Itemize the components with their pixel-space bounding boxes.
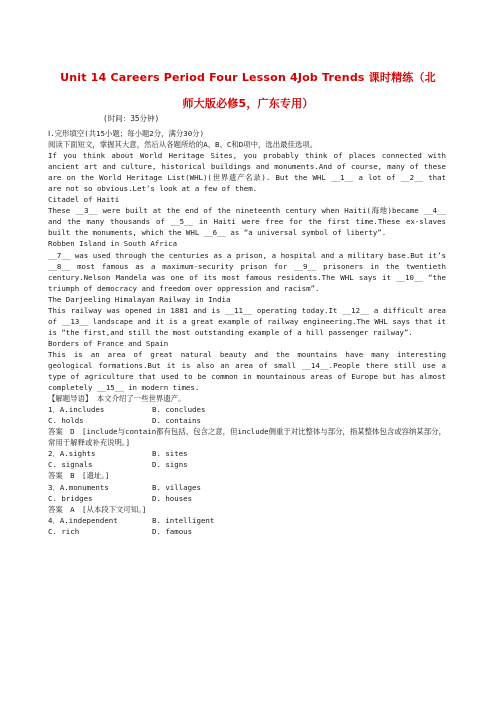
instruction-text: 阅读下面短文，掌握其大意，然后从各题所给的A、B、C和D项中，选出最佳选项。 (48, 140, 318, 150)
document-title-line-1: Unit 14 Careers Period Four Lesson 4Job Trends 课时精练（北 (60, 71, 436, 84)
option-d: D. houses (152, 493, 193, 503)
option-b: B. concludes (152, 405, 206, 415)
option-d: D. famous (152, 526, 193, 536)
question-options-row (48, 482, 446, 493)
answer-explanation: 答案 A [从本段下文可知。] (48, 504, 147, 514)
question-options-row (48, 404, 446, 415)
question-options-row (48, 515, 446, 526)
option-c: C. rich (48, 526, 80, 536)
time-note: (时间：35分钟) (103, 114, 160, 123)
passage-subheading: Robben Island in South Africa (48, 239, 178, 249)
document-title-line-2: 师大版必修5，广东专用） (182, 97, 314, 110)
passage-subheading: Citadel of Haiti (48, 195, 120, 205)
passage-paragraph: This is an area of great natural beauty and the mountains have many interesting geological formations.But it is also an area of small __14__.People there still use a type of agriculture that used to be common in mountainous areas of Europe but has almost completely __15__ in modern times. (48, 349, 446, 393)
option-a: 3．A.monuments (48, 482, 109, 492)
answer-explanation: 答案 B [遗址。] (48, 471, 110, 481)
option-d: D. signs (152, 460, 188, 470)
question-options-row (48, 459, 446, 470)
section-heading: Ⅰ.完形填空(共15小题；每小题2分，满分30分) (48, 129, 205, 138)
option-c: C. bridges (48, 493, 93, 503)
option-a: 2．A.sights (48, 449, 96, 459)
option-c: C. holds (48, 416, 84, 426)
passage-paragraph: These __3__ were built at the end of the nineteenth century when Haiti(海地)became __4__ and the many thousands of __5__ in Haiti were free for the first time.These ex-slaves built the monuments, which the WHL __6__ as “a universal symbol of liberty”. (48, 206, 446, 238)
option-b: B. sites (152, 449, 188, 459)
guide-text: 【解题导语】 本文介绍了一些世界遗产。 (48, 394, 186, 404)
option-a: 4．A.independent (48, 515, 118, 525)
question-options-row (48, 448, 446, 459)
question-options-row (48, 526, 446, 537)
option-a: 1．A.includes (48, 405, 105, 415)
document-body (48, 128, 446, 537)
passage-subheading: Borders of France and Spain (48, 338, 169, 348)
option-c: C. signals (48, 460, 93, 470)
question-options-row (48, 493, 446, 504)
option-d: D. contains (152, 416, 201, 426)
question-options-row (48, 415, 446, 426)
option-b: B. intelligent (152, 515, 215, 525)
passage-paragraph: This railway was opened in 1881 and is __11__ operating today.It __12__ a difficult area of __13__ landscape and it is a great example of railway engineering.The WHL says that it is “the first,and still the most outstanding example of a hill passenger railway”. (48, 305, 446, 337)
passage-subheading: The Darjeeling Himalayan Railway in India (48, 294, 231, 304)
option-b: B. villages (152, 482, 201, 492)
passage-paragraph: If you think about World Heritage Sites, you probably think of places connected with ancient art and culture, historical buildings and monuments.And of course, many of these are on the World Heritage List(WHL)(世界遗产名录). But the WHL __1__ a lot of __2__ that are not so obvious.Let’s look at a few of them. (48, 151, 446, 194)
passage-paragraph: __7__ was used through the centuries as a prison, a hospital and a military base.But it’s __8__ most famous as a maximum-security prison for __9__ prisoners in the twentieth century.Nelson Mandela was one of its most famous residents.The WHL says it __10__ “the triumph of democracy and freedom over oppression and racism”. (48, 250, 446, 293)
answer-explanation: 答案 D [include与contain都有包括、包含之意，但include侧重于对比整体与部分，指某整体包含或容纳某部分，常用于解释或补充说明。] (48, 427, 446, 448)
